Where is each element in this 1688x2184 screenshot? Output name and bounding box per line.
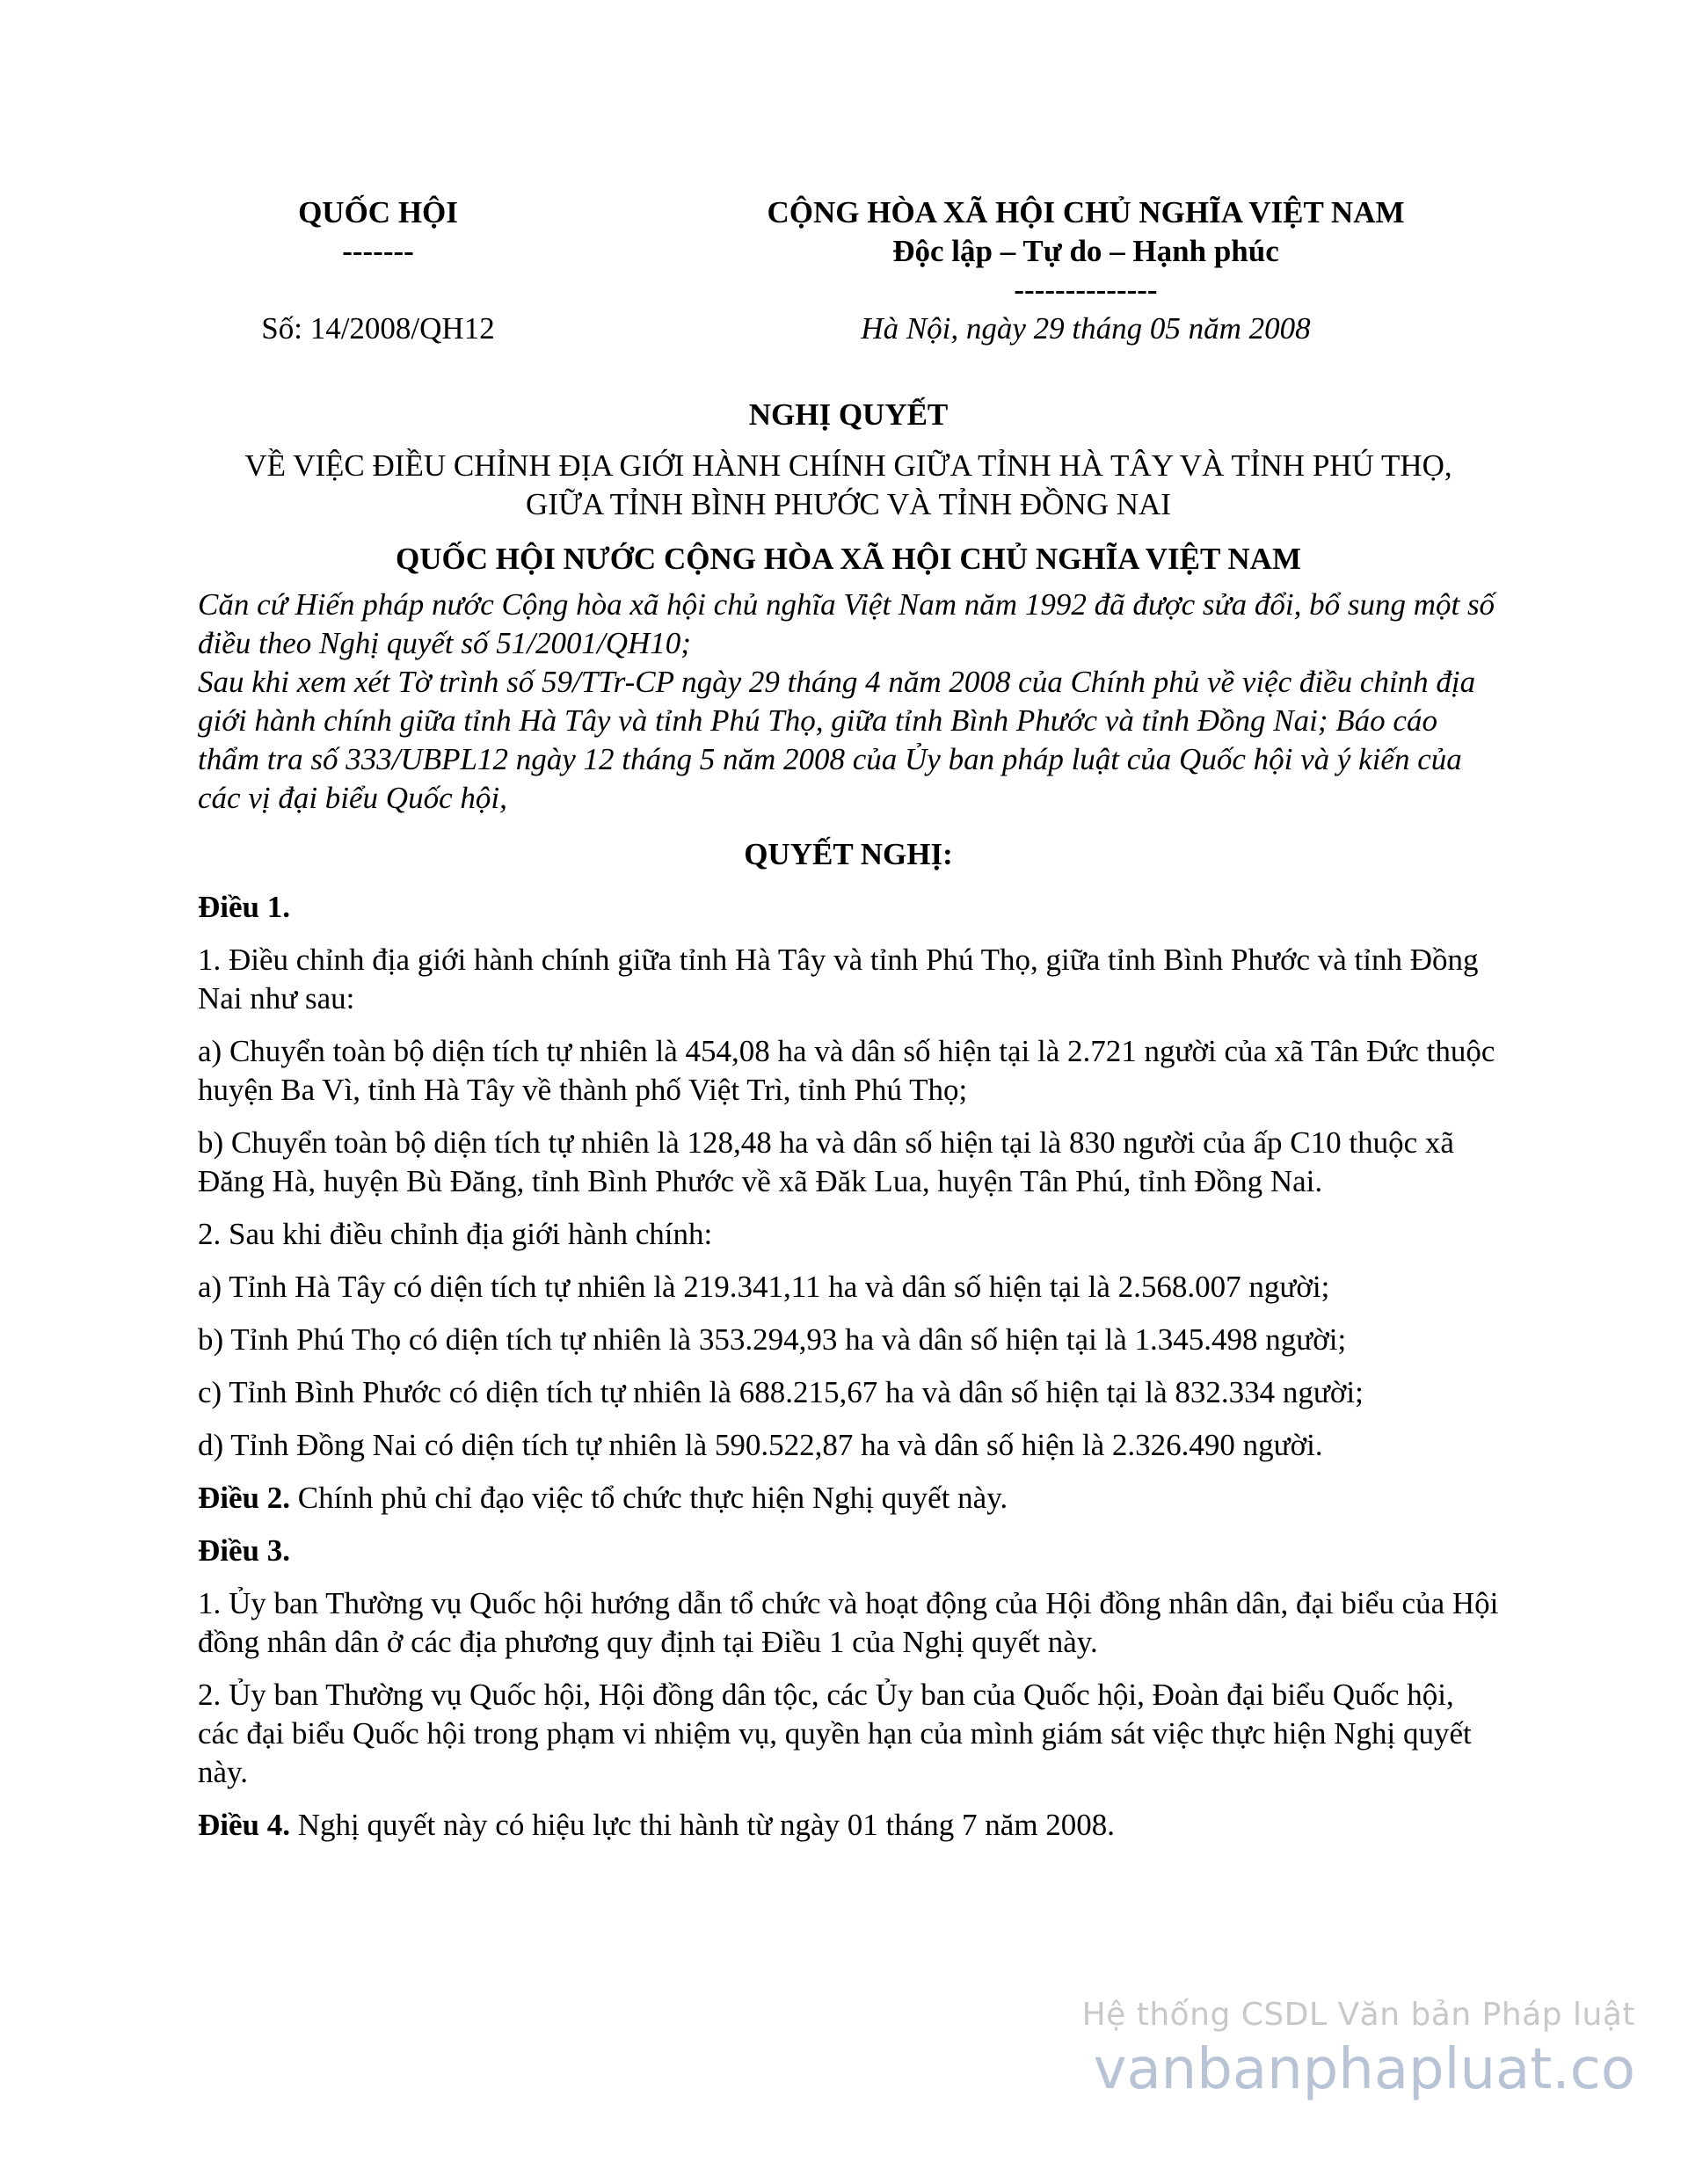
article-4 (198, 1806, 1499, 1845)
article-heading: Điều 1. (198, 890, 290, 924)
issuer-block (198, 193, 558, 348)
article-text: Chính phủ chỉ đạo việc tổ chức thực hiện Nghị quyết này. (290, 1481, 1008, 1515)
article-text: Nghị quyết này có hiệu lực thi hành từ ngày 01 tháng 7 năm 2008. (290, 1808, 1116, 1842)
watermark (1082, 1996, 1635, 2105)
document-page (198, 193, 1499, 1845)
article-paragraph: 1. Điều chỉnh địa giới hành chính giữa tỉnh Hà Tây và tỉnh Phú Thọ, giữa tỉnh Bình Phước và tỉnh Đồng Nai như sau: (198, 943, 1479, 1016)
place-date: Hà Nội, ngày 29 tháng 05 năm 2008 (861, 311, 1311, 346)
document-subtitle: VỀ VIỆC ĐIỀU CHỈNH ĐỊA GIỚI HÀNH CHÍNH GIỮA TỈNH HÀ TÂY VÀ TỈNH PHÚ THỌ, GIỮA TỈNH BÌNH PHƯỚC VÀ TỈNH ĐỒNG NAI (244, 448, 1452, 521)
document-header (198, 193, 1499, 360)
decision-heading: QUYẾT NGHỊ: (744, 837, 953, 871)
document-title: NGHỊ QUYẾT (748, 397, 949, 432)
article-paragraph: a) Chuyển toàn bộ diện tích tự nhiên là 454,08 ha và dân số hiện tại là 2.721 người của xã Tân Đức thuộc huyện Ba Vì, tỉnh Hà Tây về thành phố Việt Trì, tỉnh Phú Thọ; (198, 1034, 1495, 1107)
national-block (655, 193, 1517, 348)
article-heading: Điều 2. (198, 1481, 290, 1515)
article-paragraph: c) Tỉnh Bình Phước có diện tích tự nhiên là 688.215,67 ha và dân số hiện tại là 832.334 người; (198, 1375, 1364, 1409)
article-paragraph: 2. Ủy ban Thường vụ Quốc hội, Hội đồng dân tộc, các Ủy ban của Quốc hội, Đoàn đại biểu Quốc hội, các đại biểu Quốc hội trong phạm vi nhiệm vụ, quyền hạn của mình giám sát việc thực hiện Nghị quyết này. (198, 1678, 1472, 1789)
assembly-heading: QUỐC HỘI NƯỚC CỘNG HÒA XÃ HỘI CHỦ NGHĨA VIỆT NAM (396, 542, 1301, 576)
article-3 (198, 1532, 1499, 1792)
article-2 (198, 1479, 1499, 1518)
watermark-domain: vanbanphapluat.co (1093, 2037, 1635, 2102)
preamble-line: Căn cứ Hiến pháp nước Cộng hòa xã hội chủ nghĩa Việt Nam năm 1992 đã được sửa đổi, bổ sung một số điều theo Nghị quyết số 51/2001/QH10; (198, 587, 1495, 660)
article-1 (198, 888, 1499, 1465)
preamble (198, 586, 1499, 818)
watermark-caption: Hệ thống CSDL Văn bản Pháp luật (1081, 1997, 1635, 2033)
issuer-name: QUỐC HỘI (298, 195, 458, 229)
article-paragraph: 1. Ủy ban Thường vụ Quốc hội hướng dẫn tổ chức và hoạt động của Hội đồng nhân dân, đại biểu của Hội đồng nhân dân ở các địa phương quy định tại Điều 1 của Nghị quyết này. (198, 1586, 1499, 1659)
national-title: CỘNG HÒA XÃ HỘI CHỦ NGHĨA VIỆT NAM (767, 195, 1405, 229)
article-paragraph: b) Chuyển toàn bộ diện tích tự nhiên là 128,48 ha và dân số hiện tại là 830 người của ấp C10 thuộc xã Đăng Hà, huyện Bù Đăng, tỉnh Bình Phước về xã Đăk Lua, huyện Tân Phú, tỉnh Đồng Nai. (198, 1125, 1454, 1198)
article-heading: Điều 3. (198, 1533, 290, 1568)
motto-divider: -------------- (1014, 273, 1158, 307)
national-motto: Độc lập – Tự do – Hạnh phúc (892, 234, 1279, 268)
issuer-divider: ------- (342, 234, 414, 268)
article-paragraph: d) Tỉnh Đồng Nai có diện tích tự nhiên là 590.522,87 ha và dân số hiện là 2.326.490 người. (198, 1428, 1323, 1462)
article-paragraph: 2. Sau khi điều chỉnh địa giới hành chính: (198, 1217, 713, 1251)
preamble-line: Sau khi xem xét Tờ trình số 59/TTr-CP ngày 29 tháng 4 năm 2008 của Chính phủ về việc điều chỉnh địa giới hành chính giữa tỉnh Hà Tây và tỉnh Phú Thọ, giữa tỉnh Bình Phước và tỉnh Đồng Nai; Báo cáo thẩm tra số 333/UBPL12 ngày 12 tháng 5 năm 2008 của Ủy ban pháp luật của Quốc hội và ý kiến của các vị đại biểu Quốc hội, (198, 665, 1476, 815)
article-heading: Điều 4. (198, 1808, 290, 1842)
article-paragraph: a) Tỉnh Hà Tây có diện tích tự nhiên là 219.341,11 ha và dân số hiện tại là 2.568.007 người; (198, 1270, 1330, 1304)
article-paragraph: b) Tỉnh Phú Thọ có diện tích tự nhiên là 353.294,93 ha và dân số hiện tại là 1.345.498 người; (198, 1322, 1347, 1357)
document-number: Số: 14/2008/QH12 (261, 311, 495, 346)
